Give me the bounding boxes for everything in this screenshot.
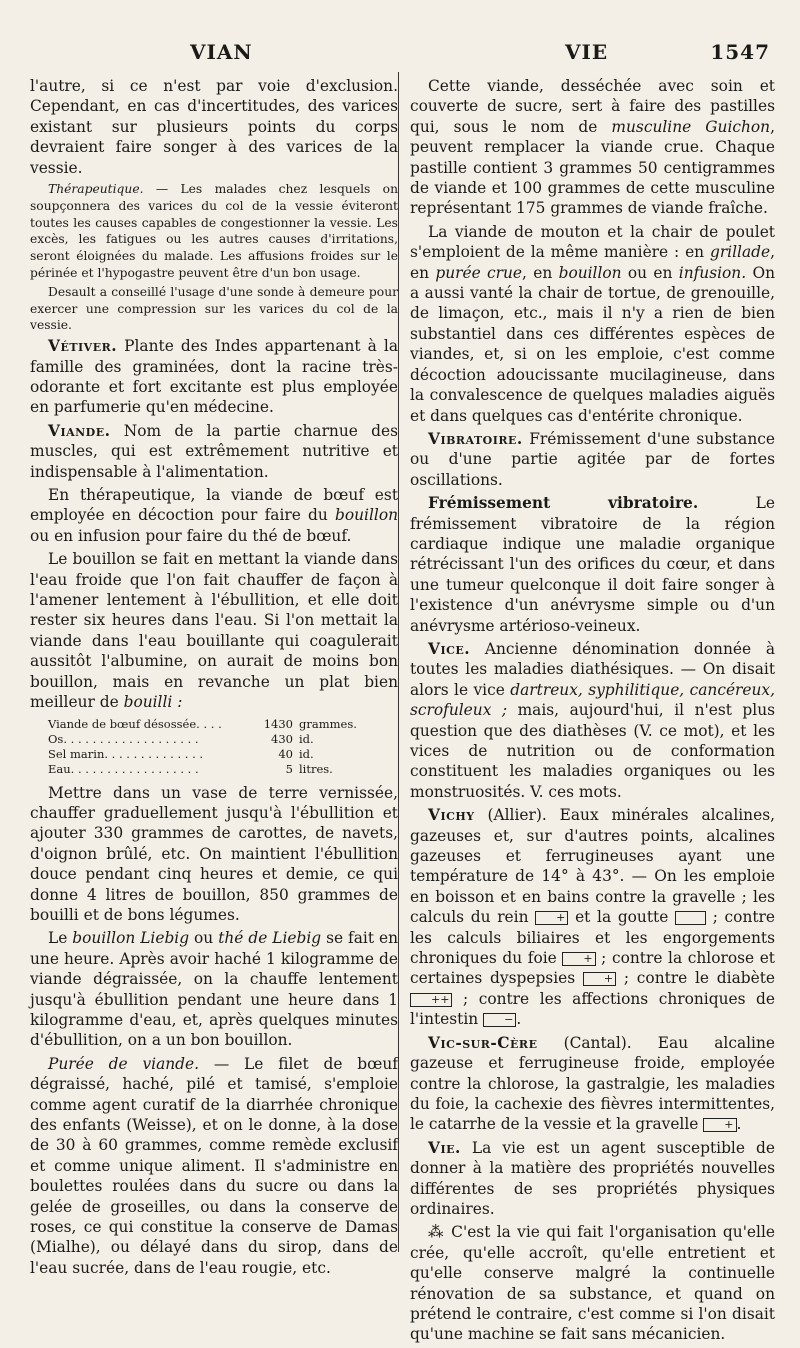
entry-vichy: Vichy (Allier). Eaux minérales alcalines, gazeuses et, sur d'autres points, alcalines gazeuses et ferrugineuses ayant une température de 14° à 43°. — On les emploie en boisson et en bains contre la gravelle ; les calculs du rein + et la goutte ; contre les calculs biliaires et les engorgements chroniques du foie + ; contre la chlorose et certaines dyspepsies + ; contre le diabète ++ ; contre les affections chroniques de l'intestin − . — [410, 806, 776, 1029]
therapeutique-note: Thérapeutique. — Les malades chez lesquels on soupçonnera des varices du col de la vessie éviteront toutes les causes capables de congestionner la vessie. Les excès, les fatigues ou les autres causes d'irritations, seront éloignées du malade. Les affusions froides sur le périnée et l'hypogastre peuvent être d'un bon usage. — [30, 182, 398, 281]
paragraph-mouton: La viande de mouton et la chair de poulet s'emploient de la même manière : en grillade, en purée crue, en bouillon ou en infusion. On a aussi vanté la chair de tortue, de grenouille, de limaçon, etc., mais il n'y a rien de bien substantiel dans ces différentes espèces de viandes, et, si on les emploie, c'est comme décoction adoucissante mucilagineuse, dans la convalescence de quelques maladies aiguës et dans quelques cas d'entérite chronique. — [410, 222, 775, 425]
right-column — [410, 76, 775, 1348]
paragraph-liebig: Le bouillon Liebig ou thé de Liebig se fait en une heure. Après avoir haché 1 kilogramme de viande dégraissée, on la chauffe lentement jusqu'à ébullition pendant une heure dans 1 kilogramme d'eau, et, après quelques minutes d'ébullition, on a un bon bouillon. — [30, 929, 399, 1050]
page-number: 1547 — [710, 40, 770, 64]
column-rule — [398, 72, 399, 1252]
entry-vic-sur-cere: Vic-sur-Cère (Cantal). Eau alcaline gazeuse et ferrugineuse froide, employée contre la chlorose, la gastralgie, les maladies du foie, la cachexie des fièvres intermittentes, le catarrhe de la vessie et la gravelle + . — [410, 1033, 775, 1134]
plus-box-icon: + — [583, 972, 616, 986]
running-head-left: VIAN — [190, 40, 253, 64]
entry-vibratoire: Vibratoire. Frémissement d'une substance ou d'une partie agitée par de fortes oscillations. — [410, 429, 775, 489]
headword-fremissement: Frémissement vibratoire. — [428, 494, 699, 513]
entry-fremissement: Frémissement vibratoire. Le frémissement vibratoire de la région cardiaque indique une maladie organique rétrécissant l'un des orifices du cœur, et dans une tumeur quelconque il doit faire songer à l'existence d'un anévrysme simple ou d'un anévrysme artérioso-veineux. — [410, 494, 775, 635]
paragraph-vie-organisation: ⁂ C'est la vie qui fait l'organisation qu'elle crée, qu'elle accroît, qu'elle entretient et qu'elle conserve malgré la continuelle rénovation de sa substance, et quand on prétend le contraire, c'est comme si l'on disait qu'une machine se fait sans mécanicien. — [410, 1223, 775, 1344]
entry-vetiver: Vétiver. Plante des Indes appartenant à la famille des graminées, dont la racine très-odorante et fort excitante est plus employée en parfumerie qu'en médecine. — [30, 337, 398, 417]
paragraph-puree: Purée de viande. — Le filet de bœuf dégraissé, haché, pilé et tamisé, s'emploie comme agent curatif de la diarrhée chronique des enfants (Weisse), et on le donne, à la dose de 30 à 60 grammes, comme remède exclusif et comme unique aliment. Il s'administre en boulettes roulées dans du sucre ou dans la gelée de groseilles, ou dans la conserve de roses, ce qui constitue la conserve de Damas (Mialhe), ou délayé dans du sirop, dans de l'eau sucrée, dans de l'eau rougie, etc. — [30, 1054, 398, 1277]
plus-box-icon: + — [703, 1118, 736, 1132]
plus-box-icon: + — [535, 911, 568, 925]
entry-vie: Vie. La vie est un agent susceptible de donner à la matière des propriétés nouvelles différentes de ses propriétés physiques ordinaires. — [410, 1138, 775, 1218]
recipe-table — [48, 717, 389, 777]
headword-vice: Vice. — [428, 639, 471, 658]
running-head-right: VIE — [565, 40, 609, 64]
entry-vice: Vice. Ancienne dénomination donnée à toutes les maladies diathésiques. — On disait alors le vice dartreux, syphilitique, cancéreux, scrofuleux ; mais, aujourd'hui, il n'est plus question que des diathèses (V. ce mot), et les vices de nutrition ou de conformation constituent les maladies organiques ou les monstruosités. V. ces mots. — [410, 639, 776, 801]
recipe-row: Viande de bœuf désossée. . . . 1430 grammes. — [48, 716, 357, 731]
paragraph-varices: l'autre, si ce n'est par voie d'exclusion. Cependant, en cas d'incertitudes, des varices existant sur plusieurs points du corps devraient faire songer à des varices de la vessie. — [30, 77, 398, 177]
paragraph-mettre: Mettre dans un vase de terre vernissée, chauffer graduellement jusqu'à l'ébullition et ajouter 330 grammes de carottes, de navets, d'oignon brûlé, etc. On maintient l'ébullition douce pendant cinq heures et demie, ce qui donne 4 litres de bouillon, 850 grammes de bouilli et de bons légumes. — [30, 783, 398, 924]
headword-vibratoire: Vibratoire. — [428, 429, 523, 448]
minus-box-icon: − — [483, 1013, 516, 1027]
headword-viande: Viande. — [48, 421, 111, 440]
empty-box-icon — [675, 911, 706, 925]
paragraph-bouillon: Le bouillon se fait en mettant la viande dans l'eau froide que l'on fait chauffer de façon à l'amener lentement à l'ébullition, et elle doit rester six heures dans l'eau. Si l'on mettait la viande dans l'eau bouillante qui coagulerait aussitôt l'albumine, on aurait de moins bon bouillon, mais en revanche un plat bien meilleur de bouilli : — [30, 550, 398, 712]
recipe-row: Eau. . . . . . . . . . . . . . . . . . 5 litres. — [48, 761, 333, 776]
entry-viande: Viande. Nom de la partie charnue des muscles, qui est extrêmement nutritive et indispensable à l'alimentation. — [30, 421, 398, 481]
recipe-row: Sel marin. . . . . . . . . . . . . . 40 id. — [48, 746, 314, 761]
paragraph-therapeutique-viande: En thérapeutique, la viande de bœuf est employée en décoction pour faire du bouillon ou en infusion pour faire du thé de bœuf. — [30, 486, 398, 545]
double-plus-box-icon: ++ — [410, 993, 452, 1007]
headword-vichy: Vichy — [428, 806, 475, 825]
headword-vic-sur-cere: Vic-sur-Cère — [428, 1033, 538, 1052]
headword-vetiver: Vétiver. — [48, 337, 118, 356]
desault-note: Desault a conseillé l'usage d'une sonde à demeure pour exercer une compression sur les varices du col de la vessie. — [30, 284, 398, 333]
plus-box-icon: + — [562, 952, 595, 966]
recipe-row: Os. . . . . . . . . . . . . . . . . . . 430 id. — [48, 731, 314, 746]
left-column — [30, 76, 398, 1281]
paragraph-musculine: Cette viande, desséchée avec soin et couverte de sucre, sert à faire des pastilles qui, sous le nom de musculine Guichon, peuvent remplacer la viande crue. Chaque pastille contient 3 grammes 50 centigrammes de viande et 100 grammes de cette musculine représentant 175 grammes de viande fraîche. — [410, 77, 775, 218]
headword-vie: Vie. — [428, 1138, 461, 1157]
